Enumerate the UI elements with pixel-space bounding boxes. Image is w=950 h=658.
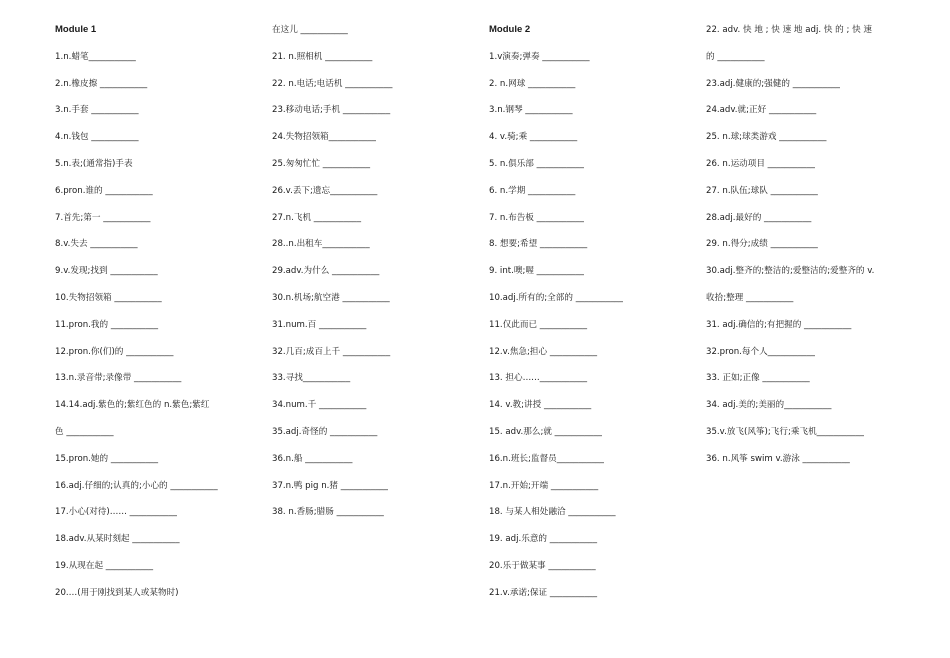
vocab-item: 29. n.得分;成绩 ___________ — [706, 239, 818, 250]
vocab-item: 1.n.蜡笔___________ — [55, 51, 136, 62]
vocab-item: 5.n.表;(通常指)手表 — [55, 158, 133, 169]
module-2-column-2 — [706, 23, 916, 479]
vocab-item: 36.n.船 ___________ — [272, 453, 353, 464]
vocab-item: 4. v.骑;乘 ___________ — [489, 132, 578, 143]
vocab-item: 25. n.球;球类游戏 ___________ — [706, 132, 827, 143]
module-1-column-2 — [272, 23, 472, 532]
vocab-item: 13. 担心……___________ — [489, 373, 588, 384]
module-2-column-1 — [489, 23, 689, 613]
vocab-item: 17.n.开始;开端 ___________ — [489, 480, 599, 491]
vocab-item: 9. int.噢;喔 ___________ — [489, 266, 584, 277]
vocab-item: 21. n.照相机 ___________ — [272, 51, 373, 62]
vocab-item: 24.失物招领箱___________ — [272, 132, 376, 143]
vocab-item: 35.adj.奇怪的 ___________ — [272, 426, 378, 437]
vocab-item: 3.n.钢琴 ___________ — [489, 105, 573, 116]
vocab-item: 27. n.队伍;球队 ___________ — [706, 185, 818, 196]
vocab-item: 28.adj.最好的 ___________ — [706, 212, 812, 223]
vocab-item: 17.小心(对待)…… ___________ — [55, 507, 177, 518]
vocab-item: 的 ___________ — [706, 51, 765, 62]
vocab-item: 7. n.布告板 ___________ — [489, 212, 584, 223]
vocab-item: 18.adv.从某时刻起 ___________ — [55, 534, 180, 545]
vocab-item: 8. 想要;希望 ___________ — [489, 239, 588, 250]
vocab-item: 19. adj.乐意的 ___________ — [489, 534, 598, 545]
vocab-item: 34.num.千 ___________ — [272, 400, 367, 411]
vocab-item: 33. 正如;正像 ___________ — [706, 373, 810, 384]
vocab-item: 10.adj.所有的;全部的 ___________ — [489, 292, 623, 303]
vocab-item: 18. 与某人相处融洽 ___________ — [489, 507, 616, 518]
vocab-item: 3.n.手套 ___________ — [55, 105, 139, 116]
vocab-item: 22. n.电话;电话机 ___________ — [272, 78, 393, 89]
vocab-item: 38. n.香肠;腊肠 ___________ — [272, 507, 384, 518]
vocab-item: 26. n.运动项目 ___________ — [706, 158, 815, 169]
vocab-item: 4.n.钱包 ___________ — [55, 132, 139, 143]
vocab-item: 37.n.鸭 pig n.猪 ___________ — [272, 480, 388, 491]
vocab-item: 6. n.学期 ___________ — [489, 185, 576, 196]
vocab-item: 23.移动电话;手机 ___________ — [272, 105, 391, 116]
vocab-item: 26.v.丢下;遗忘___________ — [272, 185, 378, 196]
vocab-item: 33.寻找___________ — [272, 373, 351, 384]
vocab-item: 23.adj.健康的;强健的 ___________ — [706, 78, 840, 89]
vocab-item: 16.adj.仔细的;认真的;小心的 ___________ — [55, 480, 218, 491]
vocab-item: 1.v演奏;弹奏 ___________ — [489, 51, 590, 62]
vocab-item: 12.pron.你(们)的 ___________ — [55, 346, 174, 357]
vocab-item: 11.pron.我的 ___________ — [55, 319, 159, 330]
vocab-item: 30.n.机场;航空港 ___________ — [272, 292, 390, 303]
vocab-item: 色 ___________ — [55, 426, 114, 437]
vocab-item: 25.匆匆忙忙 ___________ — [272, 158, 371, 169]
vocab-item: 24.adv.就;正好 ___________ — [706, 105, 817, 116]
vocab-item: 28..n.出租车___________ — [272, 239, 370, 250]
vocab-item: 19.从现在起 ___________ — [55, 560, 154, 571]
vocab-item: 31.num.百 ___________ — [272, 319, 367, 330]
vocab-item: 2. n.网球 ___________ — [489, 78, 576, 89]
vocab-item: 20.…(用于刚找到某人或某物时) — [55, 587, 179, 598]
vocab-item: 5. n.俱乐部 ___________ — [489, 158, 584, 169]
vocab-item: 35.v.放飞(风筝);飞行;乘飞机___________ — [706, 426, 864, 437]
vocab-item: 9.v.发现;找到 ___________ — [55, 266, 158, 277]
vocab-item: 7.首先;第一 ___________ — [55, 212, 151, 223]
vocab-item: 32.几百;成百上千 ___________ — [272, 346, 391, 357]
vocab-item: 32.pron.每个人___________ — [706, 346, 815, 357]
vocab-item: 21.v.承诺;保证 ___________ — [489, 587, 598, 598]
vocab-item: 8.v.失去 ___________ — [55, 239, 138, 250]
vocab-item: 15. adv.那么;就 ___________ — [489, 426, 602, 437]
vocab-item: 收拾;整理 ___________ — [706, 292, 794, 303]
module-2-heading: Module 2 — [489, 24, 531, 35]
vocab-item: 在这儿 ___________ — [272, 25, 348, 35]
vocab-item: 29.adv.为什么 ___________ — [272, 266, 380, 277]
vocab-item: 15.pron.她的 ___________ — [55, 453, 159, 464]
vocab-item: 20.乐于做某事 ___________ — [489, 560, 596, 571]
vocab-item: 30.adj.整齐的;整洁的;爱整洁的;爱整齐的 v. — [706, 266, 875, 277]
vocab-item: 13.n.录音带;录像带 ___________ — [55, 373, 182, 384]
vocab-item: 12.v.焦急;担心 ___________ — [489, 346, 598, 357]
vocab-item: 10.失物招领箱 ___________ — [55, 292, 162, 303]
vocab-item: 16.n.班长;监督员___________ — [489, 453, 604, 464]
module-1-column-1 — [55, 23, 255, 613]
vocab-item: 22. adv. 快 地 ; 快 速 地 adj. 快 的 ; 快 速 — [706, 25, 873, 35]
vocab-item: 2.n.橡皮擦 ___________ — [55, 78, 148, 89]
vocab-item: 27.n.飞机 ___________ — [272, 212, 362, 223]
vocab-item: 14. v.教;讲授 ___________ — [489, 400, 592, 411]
vocab-item: 6.pron.谁的 ___________ — [55, 185, 153, 196]
vocab-item: 36. n.风筝 swim v.游泳 ___________ — [706, 453, 850, 464]
vocab-item: 14.14.adj.紫色的;紫红色的 n.紫色;紫红 — [55, 400, 210, 411]
vocab-item: 11.仅此而已 ___________ — [489, 319, 588, 330]
vocab-item: 34. adj.美的;美丽的___________ — [706, 400, 832, 411]
vocab-item: 31. adj.确信的;有把握的 ___________ — [706, 319, 852, 330]
module-1-heading: Module 1 — [55, 24, 97, 35]
